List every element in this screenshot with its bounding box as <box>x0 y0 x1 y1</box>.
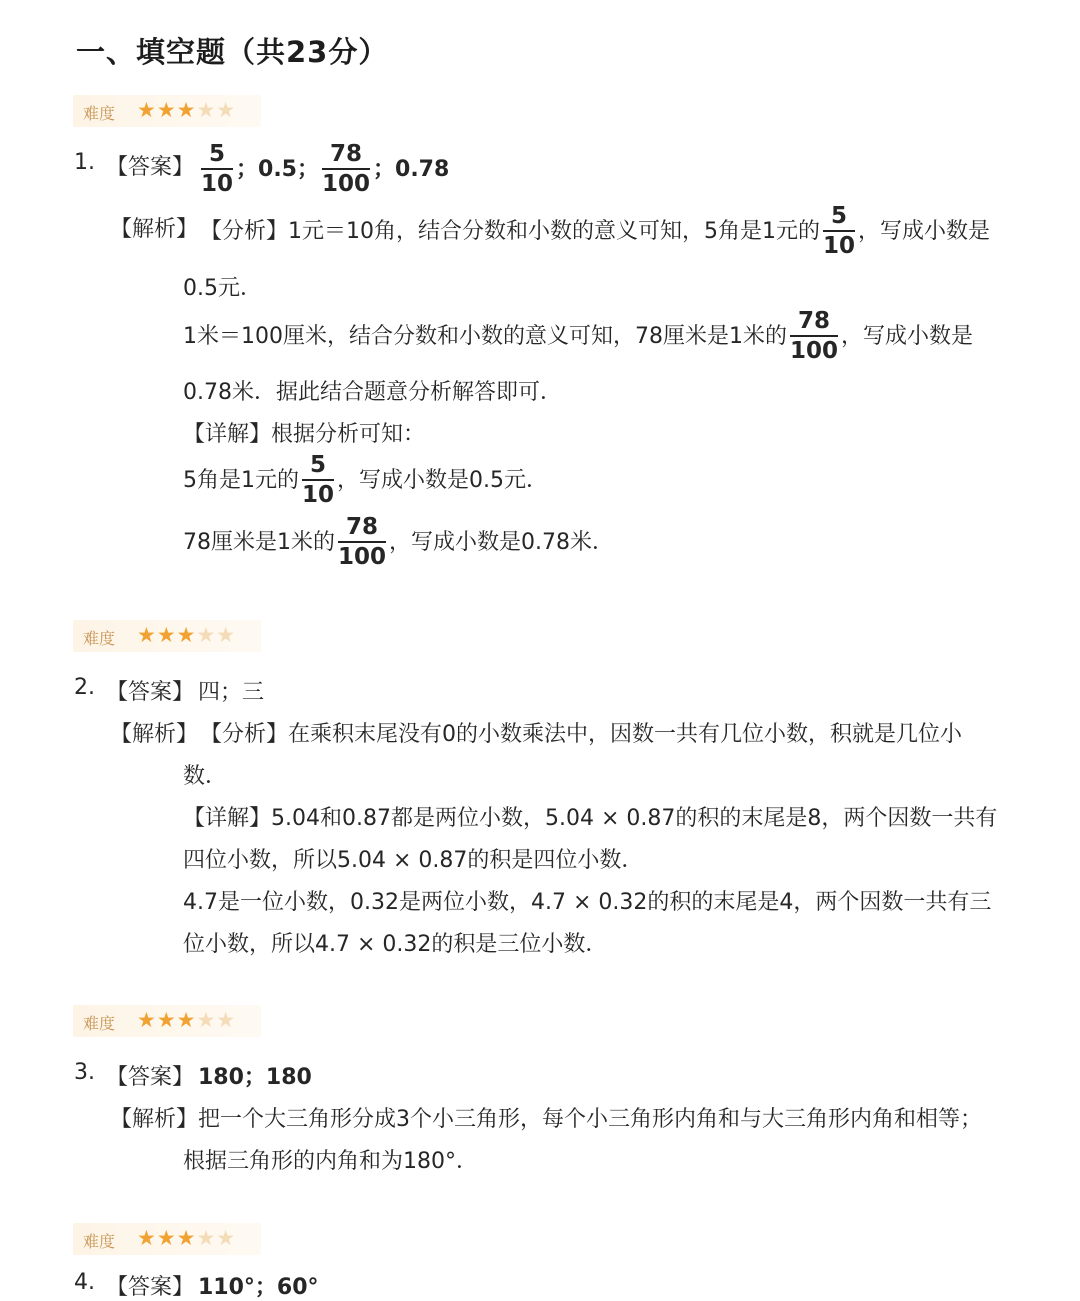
answer-content: 180；180 <box>198 1065 312 1090</box>
answer-tag: 【答案】 <box>106 1065 195 1090</box>
analysis-line: 把一个大三角形分成3个小三角形，每个小三角形内角和与大三角形内角和相等； <box>198 1107 982 1132</box>
answer-content: 四；三 <box>198 680 265 705</box>
answer-content: 110°；60° <box>198 1275 319 1300</box>
star-filled-icon: ★★★ <box>137 623 197 647</box>
difficulty-label: 难度 <box>83 629 116 648</box>
fraction: $\frac{78}{100}$ <box>789 308 838 365</box>
difficulty-label: 难度 <box>83 1232 116 1251</box>
question-number: 3. <box>74 1060 95 1085</box>
star-empty-icon: ★★ <box>196 623 237 647</box>
analysis-line: 数． <box>183 764 228 789</box>
star-rating-icon <box>137 1226 236 1250</box>
question-number: 4. <box>74 1270 95 1295</box>
detail-line: 78厘米是1米的 $\frac{78}{100}$ ，写成小数是0.78米． <box>183 514 615 571</box>
star-empty-icon: ★★ <box>196 1008 237 1032</box>
answer-tag: 【答案】 <box>106 155 195 180</box>
fraction: $\frac{78}{100}$ <box>338 514 387 571</box>
star-filled-icon: ★★★ <box>137 1008 197 1032</box>
fraction: $\frac{5}{10}$ <box>302 452 335 509</box>
fraction: $\frac{78}{100}$ <box>322 141 371 198</box>
star-rating-icon <box>137 98 236 122</box>
star-empty-icon: ★★ <box>196 98 237 122</box>
star-filled-icon: ★★★ <box>137 98 197 122</box>
analysis-line: 【分析】1元＝10角，结合分数和小数的意义可知，5角是1元的 $\frac{5}{10}$ ，写成小数是 <box>200 203 991 260</box>
difficulty-badge <box>73 95 261 127</box>
difficulty-label: 难度 <box>83 104 116 123</box>
fraction: $\frac{5}{10}$ <box>823 203 856 260</box>
detail-line: 四位小数，所以5.04 × 0.87的积是四位小数． <box>183 848 644 873</box>
detail-line: 【详解】根据分析可知： <box>183 422 426 447</box>
analysis-line: 根据三角形的内角和为180°． <box>183 1149 478 1174</box>
detail-line: 4.7是一位小数，0.32是两位小数，4.7 × 0.32的积的末尾是4，两个因数一共有三 <box>183 890 992 915</box>
analysis-line: 0.78米．据此结合题意分析解答即可． <box>183 380 562 405</box>
star-empty-icon: ★★ <box>196 1226 237 1250</box>
section-title: 一、填空题（共23分） <box>76 35 389 69</box>
detail-line: 5角是1元的 $\frac{5}{10}$ ，写成小数是0.5元． <box>183 452 549 509</box>
analysis-tag: 【解析】 <box>110 217 199 242</box>
difficulty-badge <box>73 1223 261 1255</box>
star-rating-icon <box>137 623 236 647</box>
question-number: 2. <box>74 675 95 700</box>
difficulty-label: 难度 <box>83 1014 116 1033</box>
detail-line: 位小数，所以4.7 × 0.32的积是三位小数． <box>183 932 608 957</box>
answer-tag: 【答案】 <box>106 680 195 705</box>
analysis-tag: 【解析】 <box>110 1107 199 1132</box>
analysis-tag: 【解析】 <box>110 722 199 747</box>
difficulty-badge <box>73 620 261 652</box>
star-rating-icon <box>137 1008 236 1032</box>
difficulty-badge <box>73 1005 261 1037</box>
question-number: 1. <box>74 150 95 175</box>
detail-line: 【详解】5.04和0.87都是两位小数，5.04 × 0.87的积的末尾是8，两个因数一共有 <box>183 806 998 831</box>
fraction: $\frac{5}{10}$ <box>201 141 234 198</box>
answer-content: $\frac{5}{10}$ ；0.5； $\frac{78}{100}$ ；0.78 <box>201 141 450 198</box>
analysis-line: 1米＝100厘米，结合分数和小数的意义可知，78厘米是1米的 $\frac{78}{100}$ ，写成小数是 <box>183 308 974 365</box>
answer-tag: 【答案】 <box>106 1275 195 1300</box>
analysis-line: 【分析】在乘积末尾没有0的小数乘法中，因数一共有几位小数，积就是几位小 <box>200 722 962 747</box>
analysis-line: 0.5元． <box>183 276 262 301</box>
star-filled-icon: ★★★ <box>137 1226 197 1250</box>
